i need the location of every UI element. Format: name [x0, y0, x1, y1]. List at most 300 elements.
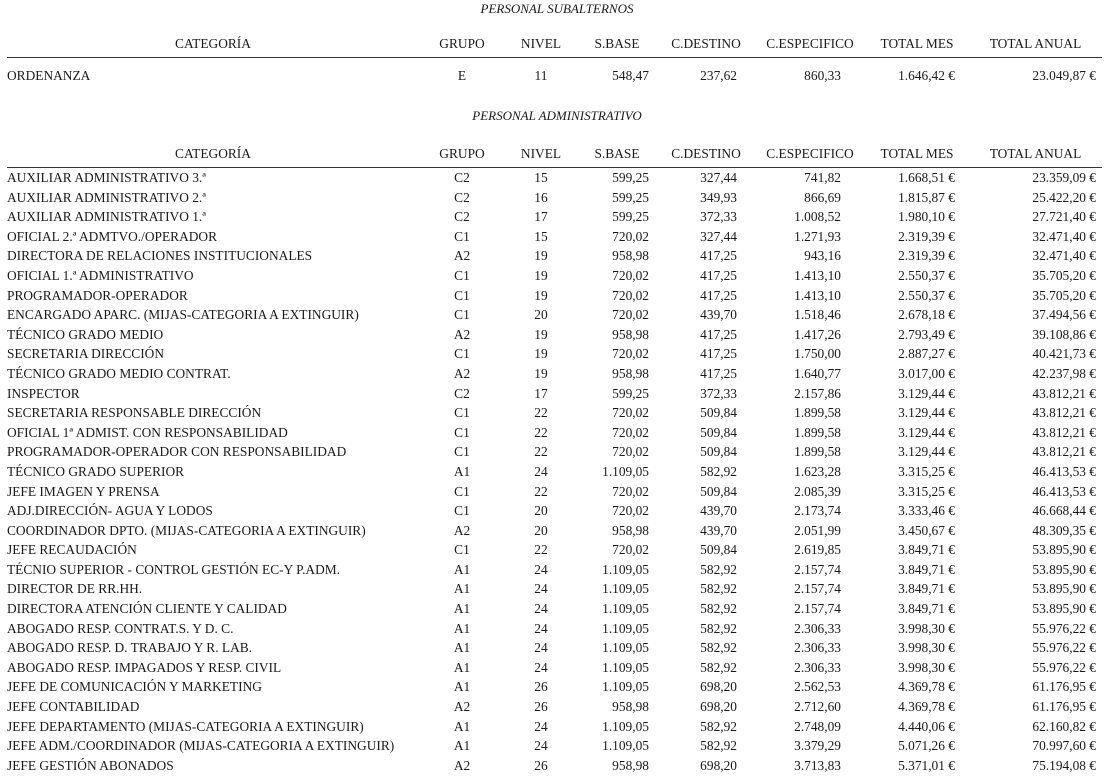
cell-total-anual: 32.471,40 € — [1032, 228, 1096, 244]
cell-cdestino: 327,44 — [700, 170, 737, 185]
cell-sbase: 720,02 — [612, 424, 649, 440]
cell-cespecifico: 2.712,60 — [794, 699, 841, 715]
cell-nivel: 16 — [534, 189, 548, 205]
administrativo-table-body — [7, 168, 1102, 776]
cell-cespecifico: 741,82 — [804, 170, 841, 185]
cell-grupo: C1 — [454, 228, 470, 244]
cell-categoria: COORDINADOR DPTO. (MIJAS-CATEGORIA A EXTINGUIR) — [7, 522, 366, 538]
cell-nivel: 22 — [534, 542, 548, 558]
cell-grupo: A1 — [453, 738, 471, 754]
cell-categoria: JEFE DEPARTAMENTO (MIJAS-CATEGORIA A EXTINGUIR) — [7, 718, 364, 734]
cell-total-mes: 1.980,10 € — [898, 209, 955, 225]
cell-grupo: C1 — [454, 267, 470, 283]
cell-cdestino: 582,92 — [700, 561, 737, 577]
cell-cdestino: 582,92 — [700, 601, 737, 617]
cell-total-anual: 55.976,22 € — [1032, 620, 1096, 636]
cell-total-anual: 23.359,09 € — [1032, 170, 1096, 185]
cell-cespecifico: 2.306,33 — [794, 659, 841, 675]
cell-total-anual: 35.705,20 € — [1032, 267, 1096, 283]
cell-cdestino: 698,20 — [700, 699, 737, 715]
cell-cdestino: 509,84 — [700, 405, 737, 421]
cell-cdestino: 439,70 — [700, 307, 737, 323]
cell-sbase: 1.109,05 — [602, 640, 649, 656]
cell-total-anual: 27.721,40 € — [1032, 209, 1096, 225]
cell-total-mes: 2.550,37 € — [898, 267, 955, 283]
cell-cespecifico: 1.899,58 — [794, 424, 841, 440]
cell-nivel: 22 — [534, 483, 548, 499]
table-row — [7, 482, 1102, 502]
cell-cdestino: 698,20 — [700, 757, 737, 773]
cell-grupo: A1 — [453, 620, 471, 636]
table-header-row — [7, 141, 1102, 168]
cell-nivel: 22 — [534, 444, 548, 460]
cell-categoria: AUXILIAR ADMINISTRATIVO 3.ª — [7, 170, 206, 185]
administrativo-table — [7, 141, 1102, 775]
cell-categoria: JEFE IMAGEN Y PRENSA — [7, 483, 160, 499]
cell-nivel: 22 — [534, 424, 548, 440]
cell-grupo: A1 — [453, 640, 471, 656]
table-row — [7, 344, 1102, 364]
cell-total-mes: 3.315,25 € — [898, 463, 955, 479]
cell-grupo: A2 — [453, 365, 471, 381]
cell-grupo: C1 — [454, 483, 470, 499]
cell-sbase: 720,02 — [612, 287, 649, 303]
cell-total-anual: 39.108,86 € — [1032, 326, 1096, 342]
cell-nivel: 24 — [534, 738, 548, 754]
cell-grupo: E — [457, 67, 467, 83]
header-grupo: GRUPO — [419, 141, 505, 168]
header-total-anual: TOTAL ANUAL — [969, 31, 1102, 58]
cell-categoria: JEFE ADM./COORDINADOR (MIJAS-CATEGORIA A EXTINGUIR) — [7, 738, 395, 754]
cell-total-anual: 23.049,87 € — [1032, 67, 1096, 83]
cell-categoria: TÉCNICO GRADO MEDIO CONTRAT. — [7, 365, 231, 381]
cell-grupo: A1 — [453, 561, 471, 577]
cell-total-anual: 42.237,98 € — [1032, 365, 1096, 381]
cell-total-anual: 25.422,20 € — [1032, 189, 1096, 205]
cell-grupo: C1 — [454, 287, 470, 303]
cell-nivel: 24 — [534, 561, 548, 577]
cell-total-anual: 37.494,56 € — [1032, 307, 1096, 323]
cell-cespecifico: 2.173,74 — [794, 503, 841, 519]
cell-categoria: JEFE GESTIÓN ABONADOS — [7, 757, 174, 773]
table-row — [7, 286, 1102, 306]
cell-cespecifico: 866,69 — [804, 189, 841, 205]
cell-categoria: TÉCNICO GRADO MEDIO — [7, 326, 164, 342]
cell-total-anual: 53.895,90 € — [1032, 561, 1096, 577]
header-cdestino: C.DESTINO — [657, 31, 755, 58]
cell-categoria: PROGRAMADOR-OPERADOR — [7, 287, 188, 303]
table-header-row — [7, 31, 1102, 58]
table-row — [7, 717, 1102, 737]
cell-grupo: C1 — [454, 424, 470, 440]
cell-total-anual: 61.176,95 € — [1032, 699, 1096, 715]
cell-nivel: 26 — [534, 679, 548, 695]
header-categoria: CATEGORÍA — [7, 31, 419, 58]
cell-total-mes: 2.319,39 € — [898, 248, 955, 264]
cell-sbase: 1.109,05 — [602, 601, 649, 617]
cell-cdestino: 698,20 — [700, 679, 737, 695]
cell-total-mes: 3.849,71 € — [898, 542, 955, 558]
table-row — [7, 462, 1102, 482]
cell-sbase: 958,98 — [612, 248, 649, 264]
table-row — [7, 168, 1102, 188]
cell-categoria: JEFE DE COMUNICACIÓN Y MARKETING — [7, 679, 262, 695]
cell-total-mes: 3.333,46 € — [898, 503, 955, 519]
cell-total-mes: 2.793,49 € — [898, 326, 955, 342]
subalternos-table — [7, 31, 1102, 94]
cell-grupo: A2 — [453, 326, 471, 342]
cell-total-mes: 2.678,18 € — [898, 307, 955, 323]
cell-cdestino: 439,70 — [700, 522, 737, 538]
table-row — [7, 521, 1102, 541]
table-row — [7, 442, 1102, 462]
cell-cdestino: 417,25 — [700, 365, 737, 381]
cell-cespecifico: 2.562,53 — [794, 679, 841, 695]
cell-total-anual: 43.812,21 € — [1032, 444, 1096, 460]
cell-grupo: A2 — [453, 248, 471, 264]
cell-grupo: A2 — [453, 757, 471, 773]
cell-cdestino: 582,92 — [700, 738, 737, 754]
cell-cdestino: 372,33 — [700, 209, 737, 225]
cell-total-mes: 5.071,26 € — [898, 738, 955, 754]
table-row — [7, 384, 1102, 404]
cell-nivel: 17 — [534, 209, 548, 225]
cell-cespecifico: 1.640,77 — [794, 365, 841, 381]
cell-cespecifico: 1.417,26 — [794, 326, 841, 342]
cell-cdestino: 582,92 — [700, 640, 737, 656]
cell-nivel: 24 — [534, 463, 548, 479]
cell-nivel: 24 — [534, 601, 548, 617]
header-total-mes: TOTAL MES — [865, 141, 969, 168]
cell-sbase: 1.109,05 — [602, 463, 649, 479]
cell-nivel: 11 — [534, 67, 548, 83]
cell-cespecifico: 1.518,46 — [794, 307, 841, 323]
cell-sbase: 958,98 — [612, 699, 649, 715]
cell-grupo: A2 — [453, 522, 471, 538]
cell-cdestino: 582,92 — [700, 463, 737, 479]
table-row — [7, 227, 1102, 247]
cell-sbase: 720,02 — [612, 444, 649, 460]
cell-nivel: 24 — [534, 581, 548, 597]
cell-cdestino: 237,62 — [700, 67, 737, 83]
table-row — [7, 207, 1102, 227]
cell-grupo: C1 — [454, 405, 470, 421]
cell-total-mes: 3.998,30 € — [898, 640, 955, 656]
table-row — [7, 619, 1102, 639]
cell-cdestino: 439,70 — [700, 503, 737, 519]
header-cdestino: C.DESTINO — [657, 141, 755, 168]
cell-cdestino: 417,25 — [700, 248, 737, 264]
cell-sbase: 599,25 — [612, 170, 649, 185]
cell-grupo: A1 — [453, 679, 471, 695]
table-row — [7, 364, 1102, 384]
cell-nivel: 15 — [534, 228, 548, 244]
cell-sbase: 1.109,05 — [602, 561, 649, 577]
cell-cdestino: 417,25 — [700, 326, 737, 342]
header-cespecifico: C.ESPECIFICO — [755, 31, 865, 58]
cell-cdestino: 582,92 — [700, 659, 737, 675]
cell-total-mes: 1.815,87 € — [898, 189, 955, 205]
cell-total-mes: 1.646,42 € — [898, 67, 955, 83]
cell-categoria: DIRECTOR DE RR.HH. — [7, 581, 143, 597]
cell-total-mes: 3.315,25 € — [898, 483, 955, 499]
cell-grupo: C1 — [454, 346, 470, 362]
cell-sbase: 1.109,05 — [602, 659, 649, 675]
cell-cespecifico: 1.008,52 — [794, 209, 841, 225]
cell-total-anual: 40.421,73 € — [1032, 346, 1096, 362]
cell-sbase: 1.109,05 — [602, 679, 649, 695]
cell-cespecifico: 2.157,74 — [794, 561, 841, 577]
header-grupo: GRUPO — [419, 31, 505, 58]
cell-cdestino: 582,92 — [700, 718, 737, 734]
cell-cespecifico: 2.085,39 — [794, 483, 841, 499]
cell-total-mes: 3.849,71 € — [898, 581, 955, 597]
cell-cdestino: 509,84 — [700, 444, 737, 460]
cell-total-mes: 5.371,01 € — [898, 757, 955, 773]
cell-grupo: C1 — [454, 503, 470, 519]
cell-sbase: 958,98 — [612, 757, 649, 773]
cell-total-mes: 2.319,39 € — [898, 228, 955, 244]
cell-total-mes: 3.849,71 € — [898, 601, 955, 617]
section-title-subalternos: PERSONAL SUBALTERNOS — [480, 1, 634, 16]
cell-total-mes: 2.887,27 € — [898, 346, 955, 362]
table-row — [7, 246, 1102, 266]
cell-cdestino: 349,93 — [700, 189, 737, 205]
cell-nivel: 24 — [534, 718, 548, 734]
cell-categoria: INSPECTOR — [7, 385, 80, 401]
table-row — [7, 58, 1102, 94]
cell-categoria: ABOGADO RESP. IMPAGADOS Y RESP. CIVIL — [7, 659, 282, 675]
cell-nivel: 19 — [534, 326, 548, 342]
cell-cdestino: 417,25 — [700, 267, 737, 283]
cell-nivel: 20 — [534, 503, 548, 519]
cell-cdestino: 509,84 — [700, 542, 737, 558]
cell-total-anual: 70.997,60 € — [1032, 738, 1096, 754]
table-row — [7, 501, 1102, 521]
cell-categoria: OFICIAL 2.ª ADMTVO./OPERADOR — [7, 228, 218, 244]
cell-cespecifico: 943,16 — [804, 248, 841, 264]
cell-total-mes: 4.440,06 € — [898, 718, 955, 734]
cell-grupo: C2 — [454, 209, 470, 225]
cell-nivel: 24 — [534, 620, 548, 636]
cell-categoria: ENCARGADO APARC. (MIJAS-CATEGORIA A EXTINGUIR) — [7, 307, 359, 323]
cell-grupo: A1 — [453, 463, 471, 479]
cell-sbase: 599,25 — [612, 209, 649, 225]
cell-cespecifico: 1.750,00 — [794, 346, 841, 362]
cell-nivel: 26 — [534, 757, 548, 773]
cell-sbase: 1.109,05 — [602, 620, 649, 636]
cell-sbase: 720,02 — [612, 307, 649, 323]
cell-cdestino: 372,33 — [700, 385, 737, 401]
cell-total-anual: 62.160,82 € — [1032, 718, 1096, 734]
table-row — [7, 305, 1102, 325]
cell-cdestino: 582,92 — [700, 581, 737, 597]
cell-grupo: C1 — [454, 444, 470, 460]
cell-total-mes: 3.998,30 € — [898, 659, 955, 675]
subalternos-table-body — [7, 58, 1102, 94]
cell-categoria: DIRECTORA ATENCIÓN CLIENTE Y CALIDAD — [7, 601, 287, 617]
cell-total-anual: 75.194,08 € — [1032, 757, 1096, 773]
cell-grupo: A1 — [453, 659, 471, 675]
cell-sbase: 599,25 — [612, 385, 649, 401]
header-categoria: CATEGORÍA — [7, 141, 419, 168]
cell-sbase: 599,25 — [612, 189, 649, 205]
header-sbase: S.BASE — [577, 141, 657, 168]
cell-cespecifico: 2.306,33 — [794, 640, 841, 656]
cell-cdestino: 582,92 — [700, 620, 737, 636]
cell-total-anual: 46.413,53 € — [1032, 483, 1096, 499]
cell-grupo: C2 — [454, 170, 470, 185]
cell-sbase: 720,02 — [612, 228, 649, 244]
cell-total-mes: 3.450,67 € — [898, 522, 955, 538]
cell-cespecifico: 2.619,85 — [794, 542, 841, 558]
cell-cespecifico: 2.748,09 — [794, 718, 841, 734]
cell-cdestino: 509,84 — [700, 424, 737, 440]
cell-grupo: A1 — [453, 718, 471, 734]
cell-sbase: 720,02 — [612, 542, 649, 558]
cell-sbase: 1.109,05 — [602, 581, 649, 597]
cell-cespecifico: 860,33 — [804, 67, 841, 83]
cell-categoria: ADJ.DIRECCIÓN- AGUA Y LODOS — [7, 503, 213, 519]
cell-categoria: JEFE RECAUDACIÓN — [7, 542, 137, 558]
cell-total-anual: 53.895,90 € — [1032, 601, 1096, 617]
cell-categoria: JEFE CONTABILIDAD — [7, 699, 140, 715]
table-row — [7, 697, 1102, 717]
table-row — [7, 560, 1102, 580]
cell-grupo: C2 — [454, 189, 470, 205]
cell-grupo: A1 — [453, 601, 471, 617]
table-row — [7, 188, 1102, 208]
cell-total-mes: 4.369,78 € — [898, 699, 955, 715]
header-sbase: S.BASE — [577, 31, 657, 58]
cell-total-mes: 3.129,44 € — [898, 444, 955, 460]
cell-nivel: 24 — [534, 640, 548, 656]
cell-total-anual: 46.668,44 € — [1032, 503, 1096, 519]
cell-nivel: 19 — [534, 287, 548, 303]
cell-cdestino: 417,25 — [700, 346, 737, 362]
table-row — [7, 658, 1102, 678]
cell-total-mes: 2.550,37 € — [898, 287, 955, 303]
cell-cespecifico: 3.379,29 — [794, 738, 841, 754]
cell-total-anual: 43.812,21 € — [1032, 424, 1096, 440]
cell-nivel: 24 — [534, 659, 548, 675]
cell-sbase: 720,02 — [612, 405, 649, 421]
cell-nivel: 19 — [534, 346, 548, 362]
table-row — [7, 540, 1102, 560]
cell-nivel: 19 — [534, 267, 548, 283]
cell-sbase: 720,02 — [612, 267, 649, 283]
cell-nivel: 20 — [534, 307, 548, 323]
cell-categoria: OFICIAL 1.ª ADMINISTRATIVO — [7, 267, 194, 283]
cell-categoria: AUXILIAR ADMINISTRATIVO 2.ª — [7, 189, 206, 205]
table-row — [7, 325, 1102, 345]
cell-nivel: 22 — [534, 405, 548, 421]
cell-total-mes: 3.129,44 € — [898, 405, 955, 421]
cell-total-anual: 32.471,40 € — [1032, 248, 1096, 264]
cell-categoria: DIRECTORA DE RELACIONES INSTITUCIONALES — [7, 248, 313, 264]
header-cespecifico: C.ESPECIFICO — [755, 141, 865, 168]
cell-categoria: TÉCNICO GRADO SUPERIOR — [7, 463, 185, 479]
cell-total-mes: 3.998,30 € — [898, 620, 955, 636]
cell-grupo: A2 — [453, 699, 471, 715]
cell-cespecifico: 1.271,93 — [794, 228, 841, 244]
table-row — [7, 266, 1102, 286]
cell-nivel: 15 — [534, 170, 548, 185]
cell-cespecifico: 3.713,83 — [794, 757, 841, 773]
cell-total-mes: 4.369,78 € — [898, 679, 955, 695]
table-row — [7, 756, 1102, 776]
cell-total-mes: 1.668,51 € — [898, 170, 955, 185]
cell-grupo: A1 — [453, 581, 471, 597]
cell-categoria: ORDENANZA — [7, 67, 91, 83]
header-total-mes: TOTAL MES — [865, 31, 969, 58]
cell-cespecifico: 1.623,28 — [794, 463, 841, 479]
cell-total-anual: 43.812,21 € — [1032, 405, 1096, 421]
table-row — [7, 423, 1102, 443]
cell-cespecifico: 1.899,58 — [794, 444, 841, 460]
cell-cespecifico: 2.306,33 — [794, 620, 841, 636]
cell-total-anual: 55.976,22 € — [1032, 659, 1096, 675]
header-total-anual: TOTAL ANUAL — [969, 141, 1102, 168]
table-row — [7, 403, 1102, 423]
table-row — [7, 736, 1102, 756]
cell-cespecifico: 2.157,86 — [794, 385, 841, 401]
cell-sbase: 720,02 — [612, 503, 649, 519]
cell-cdestino: 509,84 — [700, 483, 737, 499]
cell-grupo: C1 — [454, 307, 470, 323]
cell-cespecifico: 2.051,99 — [794, 522, 841, 538]
cell-categoria: OFICIAL 1ª ADMIST. CON RESPONSABILIDAD — [7, 424, 288, 440]
cell-categoria: ABOGADO RESP. D. TRABAJO Y R. LAB. — [7, 640, 253, 656]
cell-cdestino: 327,44 — [700, 228, 737, 244]
cell-cdestino: 417,25 — [700, 287, 737, 303]
cell-total-mes: 3.129,44 € — [898, 385, 955, 401]
cell-sbase: 958,98 — [612, 365, 649, 381]
cell-total-mes: 3.129,44 € — [898, 424, 955, 440]
cell-grupo: C1 — [454, 542, 470, 558]
cell-nivel: 17 — [534, 385, 548, 401]
table-row — [7, 638, 1102, 658]
cell-cespecifico: 1.413,10 — [794, 267, 841, 283]
cell-nivel: 26 — [534, 699, 548, 715]
cell-total-mes: 3.849,71 € — [898, 561, 955, 577]
table-row — [7, 579, 1102, 599]
cell-nivel: 19 — [534, 365, 548, 381]
cell-total-anual: 48.309,35 € — [1032, 522, 1096, 538]
cell-categoria: SECRETARIA RESPONSABLE DIRECCIÓN — [7, 405, 262, 421]
cell-total-anual: 43.812,21 € — [1032, 385, 1096, 401]
cell-total-anual: 53.895,90 € — [1032, 542, 1096, 558]
cell-categoria: SECRETARIA DIRECCIÓN — [7, 346, 165, 362]
cell-total-anual: 53.895,90 € — [1032, 581, 1096, 597]
cell-sbase: 548,47 — [612, 67, 649, 83]
cell-total-anual: 55.976,22 € — [1032, 640, 1096, 656]
cell-cespecifico: 2.157,74 — [794, 601, 841, 617]
cell-cespecifico: 1.413,10 — [794, 287, 841, 303]
cell-sbase: 1.109,05 — [602, 718, 649, 734]
section-title-administrativo: PERSONAL ADMINISTRATIVO — [472, 108, 642, 123]
cell-cespecifico: 2.157,74 — [794, 581, 841, 597]
cell-nivel: 20 — [534, 522, 548, 538]
cell-categoria: ABOGADO RESP. CONTRAT.S. Y D. C. — [7, 620, 234, 636]
cell-sbase: 958,98 — [612, 326, 649, 342]
table-row — [7, 677, 1102, 697]
cell-sbase: 720,02 — [612, 483, 649, 499]
table-row — [7, 599, 1102, 619]
cell-total-mes: 3.017,00 € — [898, 365, 955, 381]
header-nivel: NIVEL — [505, 31, 577, 58]
cell-categoria: AUXILIAR ADMINISTRATIVO 1.ª — [7, 209, 206, 225]
